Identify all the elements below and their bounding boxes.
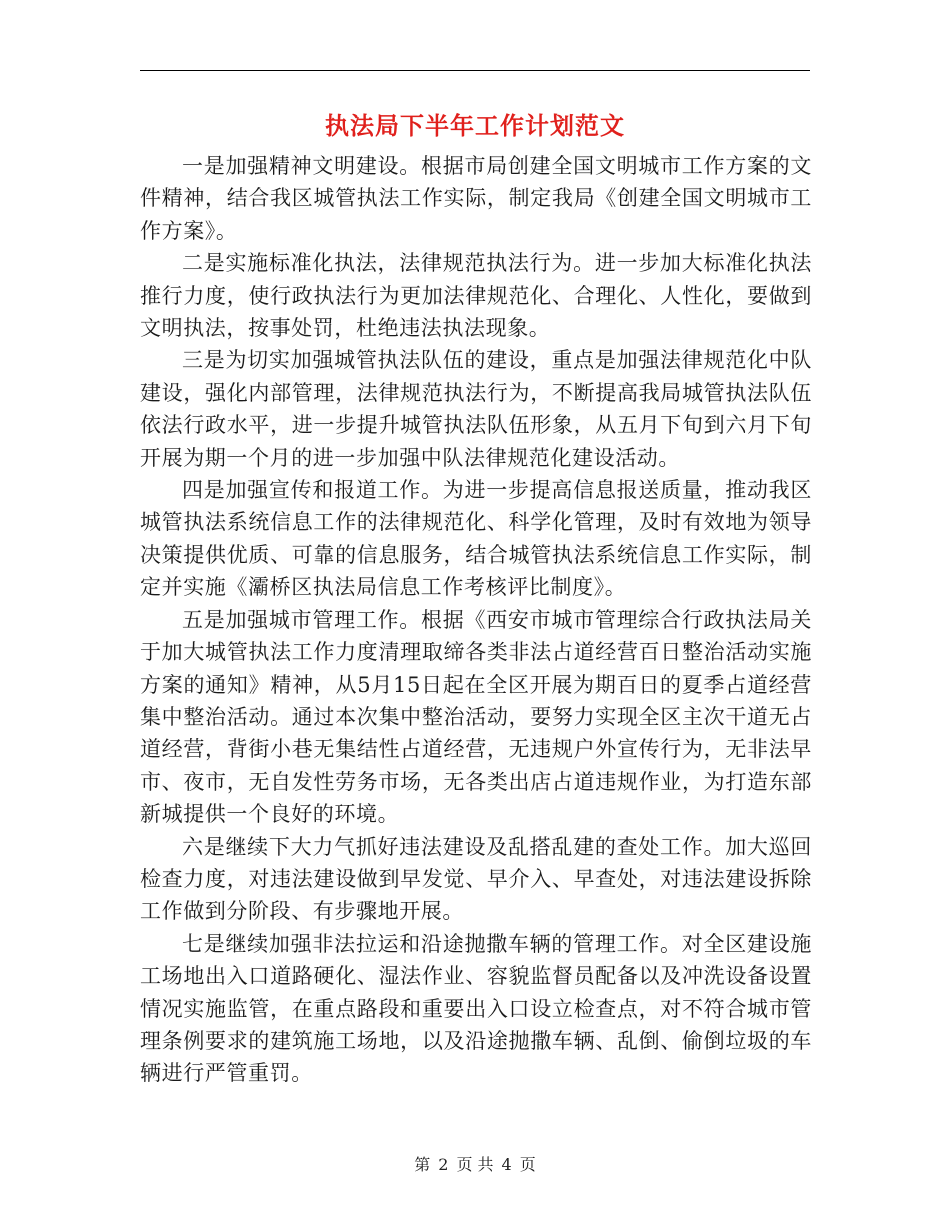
page-current: 2	[438, 1155, 449, 1174]
document-body	[140, 150, 812, 1090]
header-rule	[140, 70, 810, 71]
paragraph-7: 七是继续加强非法拉运和沿途抛撒车辆的管理工作。对全区建设施工场地出入口道路硬化、湿法作业、容貌监督员配备以及冲洗设备设置情况实施监管，在重点路段和重要出入口设立检查点，对不符合城市管理条例要求的建筑施工场地，以及沿途抛撒车辆、乱倒、偷倒垃圾的车辆进行严管重罚。	[140, 931, 812, 1086]
paragraph-6: 六是继续下大力气抓好违法建设及乱搭乱建的查处工作。加大巡回检查力度，对违法建设做到早发觉、早介入、早查处，对违法建设拆除工作做到分阶段、有步骤地开展。	[140, 834, 812, 924]
document-title: 执法局下半年工作计划范文	[325, 111, 625, 140]
page-suffix: 页	[519, 1155, 536, 1174]
paragraph-1: 一是加强精神文明建设。根据市局创建全国文明城市工作方案的文件精神，结合我区城管执法工作实际，制定我局《创建全国文明城市工作方案》。	[140, 154, 812, 243]
page-mid: 页 共	[456, 1155, 494, 1174]
page-footer	[0, 1154, 950, 1176]
paragraph-5: 五是加强城市管理工作。根据《西安市城市管理综合行政执法局关于加大城管执法工作力度清理取缔各类非法占道经营百日整治活动实施方案的通知》精神，从5月15日起在全区开展为期百日的夏季占道经营集中整治活动。通过本次集中整治活动，要努力实现全区主次干道无占道经营，背街小巷无集结性占道经营，无违规户外宣传行为，无非法早市、夜市，无自发性劳务市场，无各类出店占道违规作业，为打造东部新城提供一个良好的环境。	[140, 607, 812, 827]
page-total: 4	[501, 1155, 512, 1174]
paragraph-3: 三是为切实加强城管执法队伍的建设，重点是加强法律规范化中队建设，强化内部管理，法律规范执法行为，不断提高我局城管执法队伍依法行政水平，进一步提升城管执法队伍形象，从五月下旬到六月下旬开展为期一个月的进一步加强中队法律规范化建设活动。	[140, 348, 812, 470]
page-prefix: 第	[414, 1155, 431, 1174]
paragraph-4: 四是加强宣传和报道工作。为进一步提高信息报送质量，推动我区城管执法系统信息工作的法律规范化、科学化管理，及时有效地为领导决策提供优质、可靠的信息服务，结合城管执法系统信息工作实际，制定并实施《灞桥区执法局信息工作考核评比制度》。	[140, 478, 812, 600]
paragraph-2: 二是实施标准化执法，法律规范执法行为。进一步加大标准化执法推行力度，使行政执法行为更加法律规范化、合理化、人性化，要做到文明执法，按事处罚，杜绝违法执法现象。	[140, 251, 812, 341]
